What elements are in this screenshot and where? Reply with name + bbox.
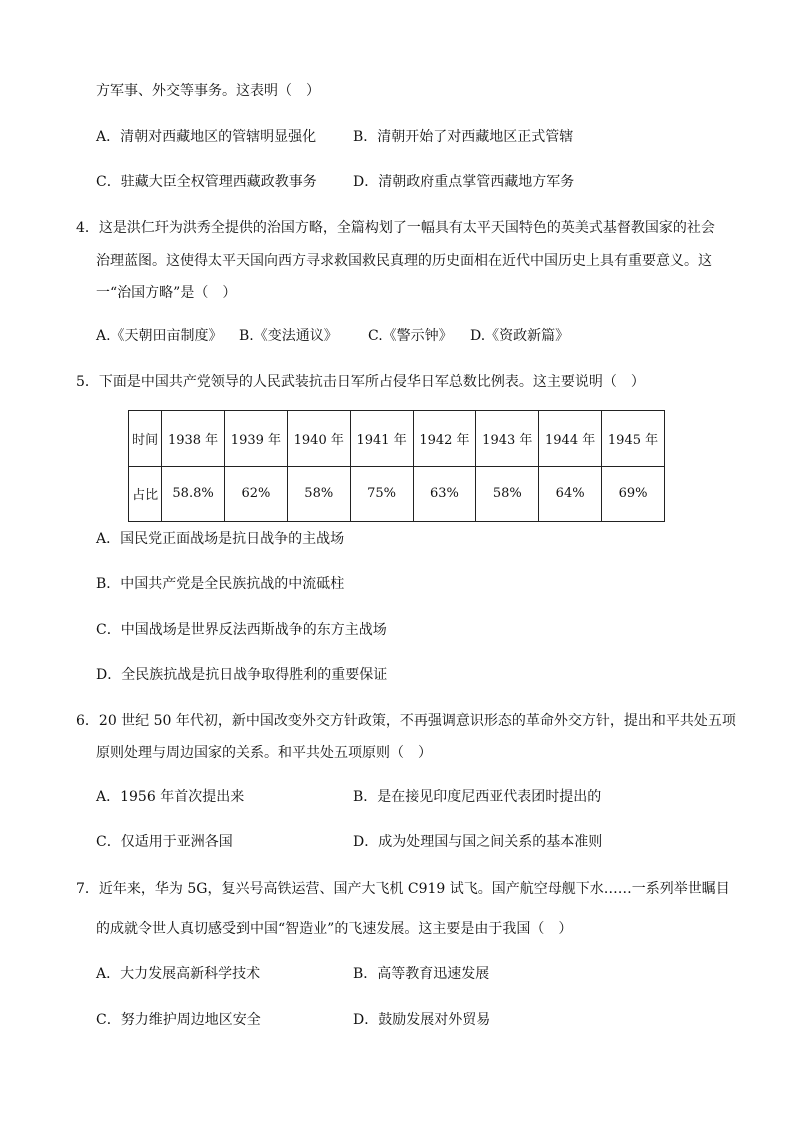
q7-stem-line-2: 的成就令世人真切感受到中国“智造业”的飞速发展。这主要是由于我国（ ） [96,921,573,937]
q3-option-a[interactable]: A．清朝对西藏地区的管辖明显强化 [96,129,317,145]
table-cell: 1938 年 [162,411,225,467]
table-cell: 1940 年 [287,411,350,467]
q4-stem-line-3: 一“治国方略”是（ ） [96,285,237,301]
table-cell: 58% [476,466,539,522]
q5-option-a[interactable]: A．国民党正面战场是抗日战争的主战场 [96,531,345,547]
table-cell: 时间 [129,411,162,467]
q6-stem-line-2: 原则处理与周边国家的关系。和平共处五项原则（ ） [96,745,432,761]
q5-option-d[interactable]: D．全民族抗战是抗日战争取得胜利的重要保证 [96,667,388,683]
q5-option-c[interactable]: C．中国战场是世界反法西斯战争的东方主战场 [96,622,387,638]
table-cell: 占比 [129,466,162,522]
proportion-table [128,410,665,522]
q4-option-d[interactable]: D.《资政新篇》 [470,328,570,344]
table-cell: 69% [602,466,665,522]
q6-option-a[interactable]: A．1956 年首次提出来 [96,789,245,805]
table-cell: 1939 年 [224,411,287,467]
q3-option-d[interactable]: D．清朝政府重点掌管西藏地方军务 [353,174,575,190]
q6-option-c[interactable]: C．仅适用于亚洲各国 [96,834,233,850]
q4-option-c[interactable]: C.《警示钟》 [368,328,453,344]
table-cell: 64% [539,466,602,522]
table-cell: 1943 年 [476,411,539,467]
table-cell: 1944 年 [539,411,602,467]
q4-option-a[interactable]: A.《天朝田亩制度》 [96,328,223,344]
q4-stem-line-2: 治理蓝图。这使得太平天国向西方寻求救国救民真理的历史面相在近代中国历史上具有重要意义。这 [96,253,712,269]
q7-stem-line-1: 7．近年来，华为 5G，复兴号高铁运营、国产大飞机 C919 试飞。国产航空母舰下水……一系列举世瞩目 [76,881,730,897]
table-row-values [129,466,665,522]
q7-option-d[interactable]: D．鼓励发展对外贸易 [353,1012,491,1028]
table-row-header [129,411,665,467]
q4-option-b[interactable]: B.《变法通议》 [239,328,338,344]
q6-option-d[interactable]: D．成为处理国与国之间关系的基本准则 [353,834,603,850]
q4-stem-line-1: 4．这是洪仁玕为洪秀全提供的治国方略，全篇构划了一幅具有太平天国特色的英美式基督教国家的社会 [76,220,715,236]
q5-stem: 5．下面是中国共产党领导的人民武装抗击日军所占侵华日军总数比例表。这主要说明（ ） [76,374,645,390]
q3-stem-tail: 方军事、外交等事务。这表明（ ） [96,83,320,99]
table-cell: 1942 年 [413,411,476,467]
q3-option-b[interactable]: B．清朝开始了对西藏地区正式管辖 [353,129,574,145]
q7-option-b[interactable]: B．高等教育迅速发展 [353,966,490,982]
table-cell: 1945 年 [602,411,665,467]
q3-option-c[interactable]: C．驻藏大臣全权管理西藏政教事务 [96,174,317,190]
q5-option-b[interactable]: B．中国共产党是全民族抗战的中流砥柱 [96,576,345,592]
q6-stem-line-1: 6．20 世纪 50 年代初，新中国改变外交方针政策，不再强调意识形态的革命外交方针，提出和平共处五项 [76,713,736,729]
q6-option-b[interactable]: B．是在接见印度尼西亚代表团时提出的 [353,789,602,805]
q7-option-c[interactable]: C．努力维护周边地区安全 [96,1012,261,1028]
table-cell: 1941 年 [350,411,413,467]
table-cell: 58% [287,466,350,522]
table-cell: 63% [413,466,476,522]
q7-option-a[interactable]: A．大力发展高新科学技术 [96,966,261,982]
table-cell: 58.8% [162,466,225,522]
table-cell: 75% [350,466,413,522]
table-cell: 62% [224,466,287,522]
